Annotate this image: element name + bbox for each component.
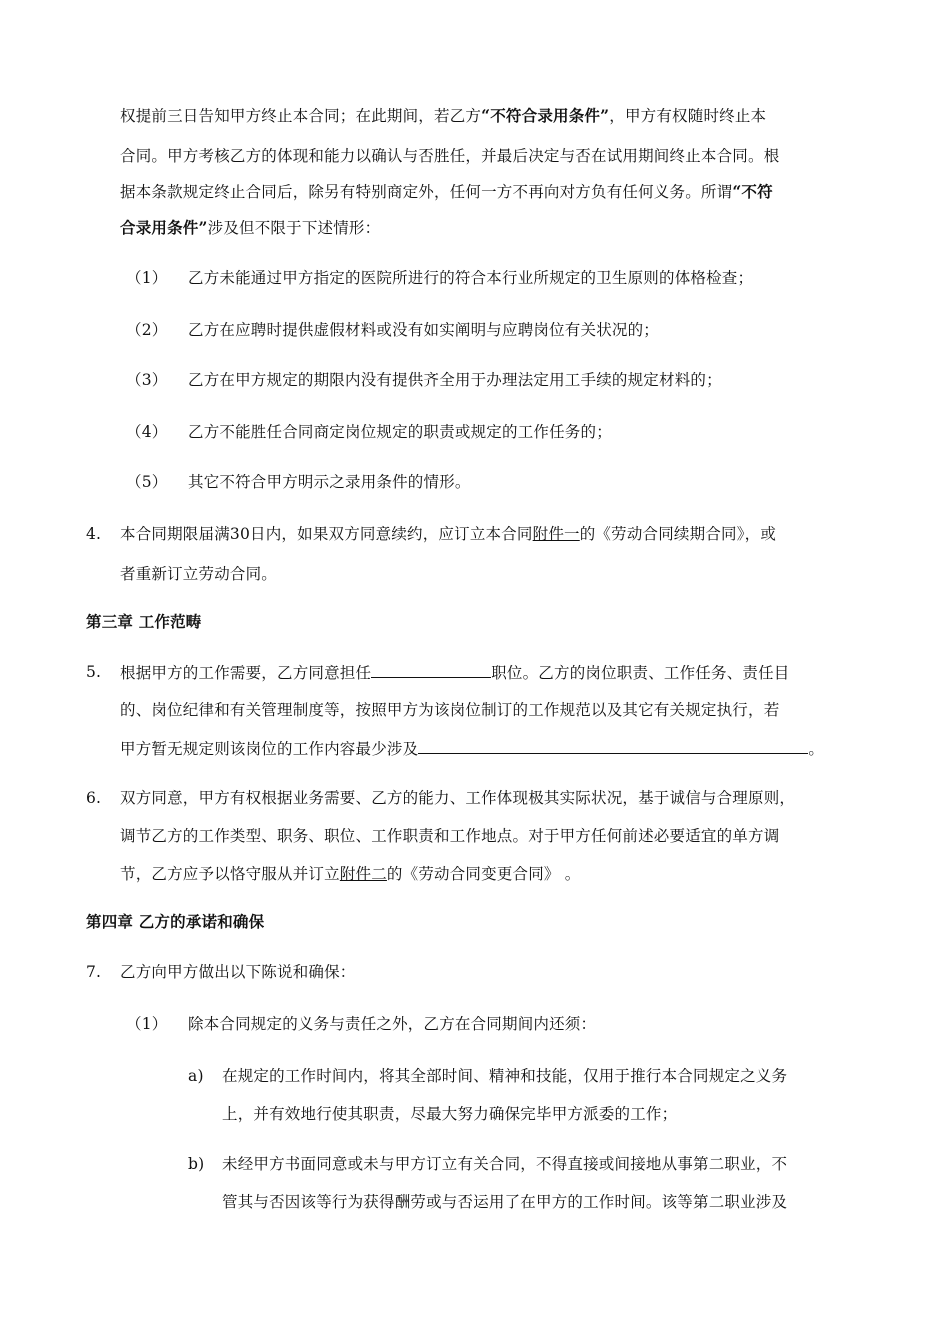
- list-item-number: （1）: [126, 1015, 168, 1033]
- clause3-line-2: 合同。甲方考核乙方的体现和能力以确认与否胜任，并最后决定与否在试用期间终止本合同。根: [120, 147, 780, 165]
- list-item-number: （4）: [126, 423, 168, 441]
- clause3-line-1: [120, 106, 766, 126]
- job-content-blank-field[interactable]: [418, 738, 808, 754]
- emphasis-text: “不符: [732, 182, 773, 201]
- sub-item-a-line-1: 在规定的工作时间内，将其全部时间、精神和技能，仅用于推行本合同规定之义务: [222, 1067, 788, 1085]
- clause5-line-2: 的、岗位纪律和有关管理制度等，按照甲方为该岗位制订的工作规范以及其它有关规定执行，若: [120, 701, 780, 719]
- clause5-text: 职位。乙方的岗位职责、工作任务、责任目: [491, 664, 790, 682]
- list-item: 乙方未能通过甲方指定的医院所进行的符合本行业所规定的卫生原则的体格检查；: [188, 269, 754, 287]
- list-item-number: （2）: [126, 321, 168, 339]
- appendix-1-link[interactable]: 附件一: [532, 525, 580, 543]
- sub-item-b-line-2: 管其与否因该等行为获得酬劳或与否运用了在甲方的工作时间。该等第二职业涉及: [222, 1193, 788, 1211]
- clause4-text: 本合同期限届满30日内，如果双方同意续约，应订立本合同: [120, 525, 533, 543]
- list-item: 除本合同规定的义务与责任之外，乙方在合同期间内还须：: [188, 1015, 597, 1033]
- list-item-number: （3）: [126, 371, 168, 389]
- clause6-text: 节，乙方应予以恪守服从并订立: [120, 865, 340, 883]
- clause4-text: 的《劳动合同续期合同》，或: [579, 525, 777, 543]
- sub-item-label: b): [188, 1155, 205, 1173]
- clause-number: 7.: [86, 963, 102, 981]
- list-item: 乙方不能胜任合同商定岗位规定的职责或规定的工作任务的；: [188, 423, 612, 441]
- list-item-number: （1）: [126, 269, 168, 287]
- clause3-line-4: [120, 218, 380, 238]
- clause5-text: 。: [808, 740, 825, 758]
- clause3-text: 权提前三日告知甲方终止本合同；在此期间，若乙方: [120, 107, 482, 125]
- list-item: 乙方在应聘时提供虚假材料或没有如实阐明与应聘岗位有关状况的；: [188, 321, 660, 339]
- sub-item-label: a): [188, 1067, 204, 1085]
- clause6-text: 的《劳动合同变更合同》 。: [386, 865, 581, 883]
- clause-number: 5.: [86, 663, 102, 681]
- clause-number: 6.: [86, 789, 102, 807]
- chapter-4-heading: 第四章 乙方的承诺和确保: [86, 912, 265, 931]
- list-item-number: （5）: [126, 473, 168, 491]
- sub-item-b-line-1: 未经甲方书面同意或未与甲方订立有关合同，不得直接或间接地从事第二职业，不: [222, 1155, 788, 1173]
- clause3-line-3: [120, 182, 773, 202]
- clause3-text: 据本条款规定终止合同后，除另有特别商定外，任何一方不再向对方负有任何义务。所谓: [120, 183, 733, 201]
- chapter-3-heading: 第三章 工作范畴: [86, 612, 202, 631]
- clause4-line-1: [120, 524, 776, 544]
- clause7-line-1: 乙方向甲方做出以下陈说和确保：: [120, 963, 356, 981]
- clause6-line-1: 双方同意，甲方有权根据业务需要、乙方的能力、工作体现极其实际状况，基于诚信与合理原则，: [120, 789, 796, 807]
- clause6-line-2: 调节乙方的工作类型、职务、职位、工作职责和工作地点。对于甲方任何前述必要适宜的单方调: [120, 827, 780, 845]
- clause3-text: 涉及但不限于下述情形：: [207, 219, 381, 237]
- clause-number: 4.: [86, 525, 102, 543]
- emphasis-text: 合录用条件”: [120, 218, 208, 237]
- appendix-2-link[interactable]: 附件二: [339, 865, 387, 883]
- list-item: 乙方在甲方规定的期限内没有提供齐全用于办理法定用工手续的规定材料的；: [188, 371, 722, 389]
- clause4-line-2: 者重新订立劳动合同。: [120, 565, 278, 583]
- clause6-line-3: [120, 864, 580, 884]
- clause5-text: 根据甲方的工作需要，乙方同意担任: [120, 664, 372, 682]
- clause3-text: ，甲方有权随时终止本: [609, 107, 767, 125]
- position-blank-field[interactable]: [371, 662, 491, 678]
- emphasis-text: “不符合录用条件”: [481, 106, 610, 125]
- clause5-line-1: [120, 662, 790, 683]
- clause5-text: 甲方暂无规定则该岗位的工作内容最少涉及: [120, 740, 419, 758]
- sub-item-a-line-2: 上，并有效地行使其职责，尽最大努力确保完毕甲方派委的工作；: [222, 1105, 678, 1123]
- list-item: 其它不符合甲方明示之录用条件的情形。: [188, 473, 471, 491]
- clause5-line-3: [120, 738, 824, 759]
